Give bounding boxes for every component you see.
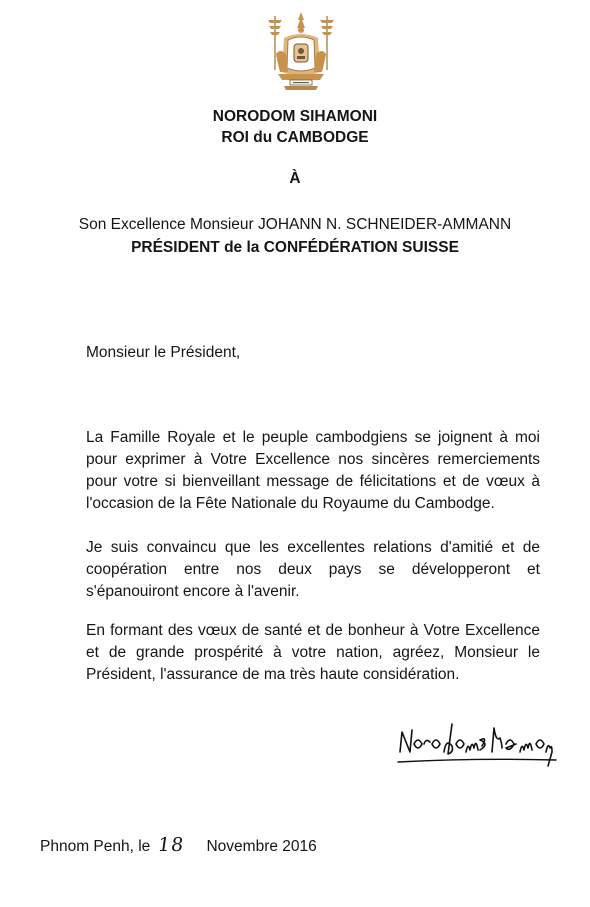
closing-month-year: Novembre 2016	[206, 838, 317, 855]
body-paragraph-2-text: Je suis convaincu que les excellentes relations d'amitié et de coopération entre nos deux pays se développeront et s'épanouiront encore à l'avenir.	[86, 539, 540, 600]
sender-name: NORODOM SIHAMONI	[212, 108, 378, 125]
closing-day-handwritten: 18	[156, 834, 187, 856]
body-paragraph-2	[86, 537, 540, 603]
salutation: Monsieur le Président,	[86, 344, 241, 361]
sender-block	[0, 106, 590, 148]
recipient-line-1	[0, 213, 590, 236]
closing-place: Phnom Penh, le	[40, 838, 151, 855]
recipient-name: JOHANN N. SCHNEIDER-AMMANN	[258, 216, 512, 233]
body-paragraph-1-text: La Famille Royale et le peuple cambodgiens se joignent à moi pour exprimer à Votre Excellence nos sincères remerciements pour votre si bienveillant message de félicitations et de vœux à l'occasion de la Fête Nationale du Royaume du Cambodge.	[86, 429, 540, 512]
handwritten-signature	[396, 722, 558, 770]
body-paragraph-3-text: En formant des vœux de santé et de bonheur à Votre Excellence et de grande prospérité à votre nation, agréez, Monsieur le Président, l'assurance de ma très haute considération.	[86, 622, 540, 683]
body-paragraph-1	[86, 427, 540, 515]
closing-date-line	[40, 834, 317, 856]
recipient-title: PRÉSIDENT de la CONFÉDÉRATION SUISSE	[131, 239, 459, 256]
royal-coat-of-arms-icon	[262, 10, 340, 92]
recipient-block	[0, 213, 590, 259]
body-paragraph-3	[86, 620, 540, 686]
sender-title: ROI du CAMBODGE	[221, 129, 369, 146]
recipient-honorific: Son Excellence Monsieur	[78, 216, 259, 233]
addressee-marker: À	[289, 170, 301, 187]
